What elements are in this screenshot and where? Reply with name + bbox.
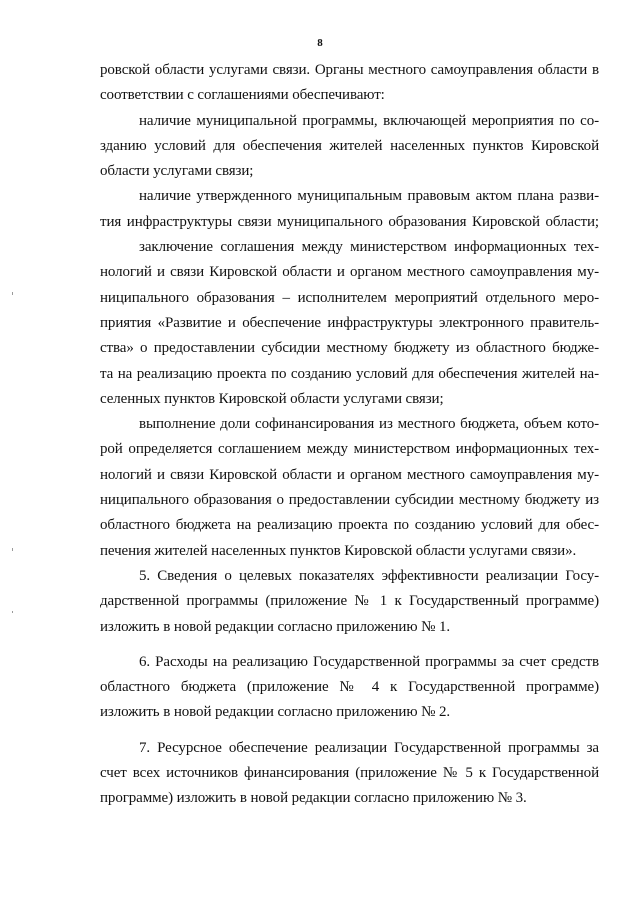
text-line: программе) изложить в новой редакции согласно приложению № 3. [100,790,527,807]
text-line: приятия «Развитие и обеспечение инфраструктуры электронного правитель- [100,314,599,331]
text-line: рой определяется соглашением между министерством информационных тех- [100,441,599,458]
text-line: соответствии с соглашениями обеспечивают: [100,87,385,104]
scan-speck [12,292,13,295]
scan-speck [12,611,13,613]
text-line: наличие муниципальной программы, включающей мероприятия по со- [139,112,599,129]
paragraph-spacer [100,640,599,650]
text-line: 5. Сведения о целевых показателях эффективности реализации Госу- [139,567,599,584]
paragraph-spacer [100,726,599,736]
document-body [100,58,599,812]
text-line: областного бюджета на реализацию проекта по созданию условий для обес- [100,517,599,534]
text-line: нологий и связи Кировской области и органом местного самоуправления му- [100,466,599,483]
scan-speck [12,548,13,551]
text-line: ниципального образования – исполнителем мероприятий отдельного меро- [100,289,599,306]
text-line: 7. Ресурсное обеспечение реализации Государственной программы за [139,739,599,756]
text-line: тия инфраструктуры связи муниципального образования Кировской области; [100,213,599,230]
text-line: ровской области услугами связи. Органы местного самоуправления области в [100,62,599,78]
text-line: изложить в новой редакции согласно приложению № 1. [100,618,451,635]
text-line: области услугами связи; [100,163,254,180]
text-line: ниципального образования о предоставлении субсидии местному бюджету из [100,492,599,509]
text-line: 6. Расходы на реализацию Государственной программы за счет средств [139,653,599,670]
text-line: ства» о предоставлении субсидии местному бюджету из областного бюдже- [100,340,599,357]
text-line: наличие утвержденного муниципальным правовым актом плана разви- [139,188,599,205]
text-line: областного бюджета (приложение № 4 к Государственной программе) [100,679,599,696]
text-line: зданию условий для обеспечения жителей населенных пунктов Кировской [100,137,599,154]
page-number: 8 [317,37,323,49]
text-line: счет всех источников финансирования (приложение № 5 к Государственной [100,765,599,782]
text-line: селенных пунктов Кировской области услугами связи; [100,390,444,407]
text-line: изложить в новой редакции согласно приложению № 2. [100,704,451,721]
text-line: та на реализацию проекта по созданию условий для обеспечения жителей на- [100,365,599,382]
text-line: заключение соглашения между министерством информационных тех- [139,239,599,256]
text-line: печения жителей населенных пунктов Кировской области услугами связи». [100,542,577,559]
text-line: нологий и связи Кировской области и органом местного самоуправления му- [100,264,599,281]
text-line: дарственной программы (приложение № 1 к Государственный программе) [100,593,599,610]
text-line: выполнение доли софинансирования из местного бюджета, объем кото- [139,416,599,433]
